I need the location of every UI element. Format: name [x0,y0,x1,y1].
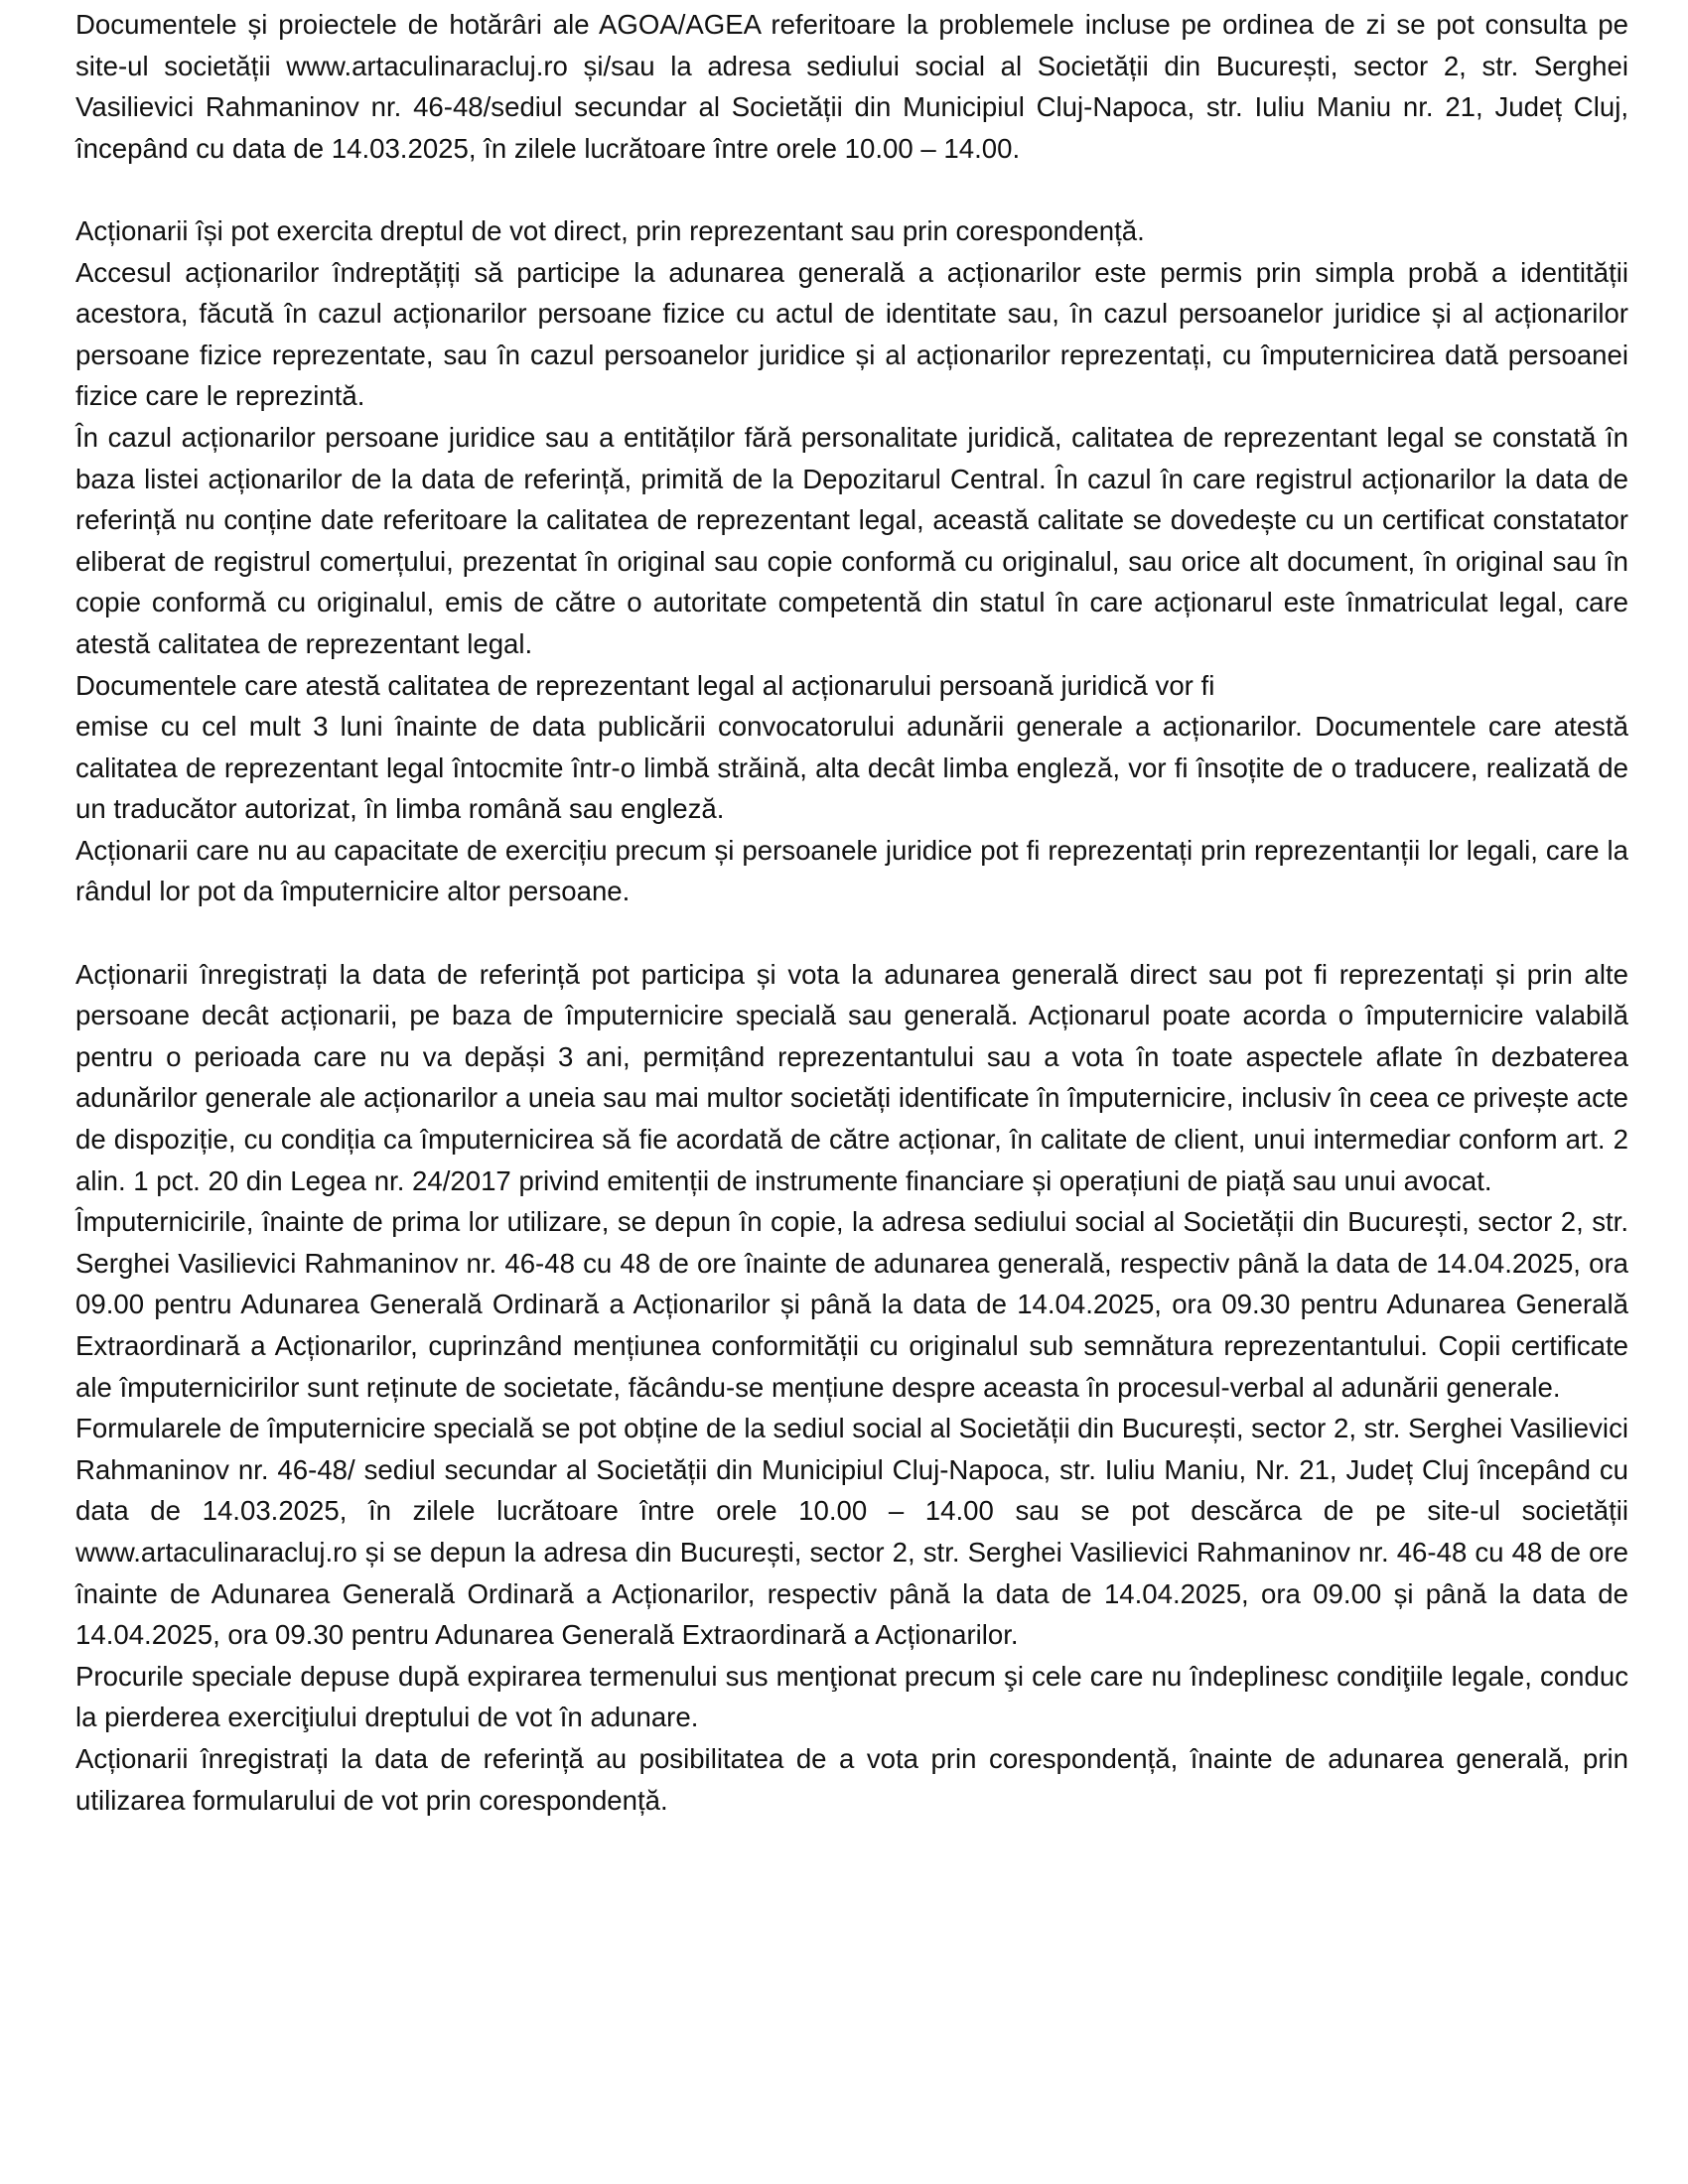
paragraph-documents-consultation: Documentele și proiectele de hotărâri ale AGOA/AGEA referitoare la problemele incluse pe ordinea de zi se pot consulta pe site-ul societății www.artaculinaracluj.ro și/sau la adresa sediului social al Societății din București, sector 2, str. Serghei Vasilievici Rahmaninov nr. 46-48/sediul secundar al Societății din Municipiul Cluj-Napoca, str. Iuliu Maniu nr. 21, Județ Cluj, începând cu data de 14.03.2025, în zilele lucrătoare între orele 10.00 – 14.00. [75,9,1628,164]
document-page [75,0,1628,1821]
paragraph-legal-incapacity: Acționarii care nu au capacitate de exercițiu precum și persoanele juridice pot fi reprezentați prin reprezentanții lor legali, care la rândul lor pot da împuternicire altor persoane. [75,834,1628,907]
paragraph-spacer [75,912,1628,954]
paragraph-voting-rights: Acționarii își pot exercita dreptul de vot direct, prin reprezentant sau prin corespondență. [75,214,1145,246]
paragraph-spacer [75,169,1628,210]
paragraph-power-of-attorney: Acționarii înregistrați la data de referință pot participa și vota la adunarea generală direct sau pot fi reprezentați și prin alte persoane decât acționarii, pe baza de împuternicire specială sau generală. Acționarul poate acorda o împuternicire valabilă pentru o perioada care nu va depăși 3 ani, permițând reprezentantului sau a vota în toate aspectele aflate în dezbaterea adunărilor generale ale acționarilor a uneia sau mai multor societăți identificate în împuternicire, inclusiv în ceea ce privește acte de dispoziție, cu condiția ca împuternicirea să fie acordată de către acționar, în calitate de client, unui intermediar conform art. 2 alin. 1 pct. 20 din Legea nr. 24/2017 privind emitenții de instrumente financiare și operațiuni de piață sau unui avocat. [75,958,1628,1196]
paragraph-attorney-submission: Împuternicirile, înainte de prima lor utilizare, se depun în copie, la adresa sediului social al Societății din București, sector 2, str. Serghei Vasilievici Rahmaninov nr. 46-48 cu 48 de ore înainte de adunarea generală, respectiv până la data de 14.04.2025, ora 09.00 pentru Adunarea Generală Ordinară a Acționarilor și până la data de 14.04.2025, ora 09.30 pentru Adunarea Generală Extraordinară a Acționarilor, cuprinzând mențiunea conformității cu originalul sub semnătura reprezentantului. Copii certificate ale împuternicirilor sunt reținute de societate, făcându-se mențiune despre aceasta în procesul-verbal al adunării generale. [75,1206,1628,1403]
paragraph-late-proxies: Procurile speciale depuse după expirarea termenului sus menţionat precum şi cele care nu îndeplinesc condiţiile legale, conduc la pierderea exerciţiului dreptului de vot în adunare. [75,1660,1628,1733]
paragraph-correspondence-vote: Acționarii înregistrați la data de referință au posibilitatea de a vota prin corespondență, înainte de adunarea generală, prin utilizarea formularului de vot prin corespondență. [75,1742,1628,1816]
paragraph-special-forms: Formularele de împuternicire specială se pot obține de la sediul social al Societății din București, sector 2, str. Serghei Vasilievici Rahmaninov nr. 46-48/ sediul secundar al Societății din Municipiul Cluj-Napoca, str. Iuliu Maniu, Nr. 21, Județ Cluj începând cu data de 14.03.2025, în zilele lucrătoare între orele 10.00 – 14.00 sau se pot descărca de pe site-ul societății www.artaculinaracluj.ro și se depun la adresa din București, sector 2, str. Serghei Vasilievici Rahmaninov nr. 46-48 cu 48 de ore înainte de Adunarea Generală Ordinară a Acționarilor, respectiv până la data de 14.04.2025, ora 09.00 și până la data de 14.04.2025, ora 09.30 pentru Adunarea Generală Extraordinară a Acționarilor. [75,1413,1628,1651]
paragraph-representative-documents: Documentele care atestă calitatea de reprezentant legal al acționarului persoană juridică vor fi [75,669,1215,701]
paragraph-documents-validity: emise cu cel mult 3 luni înainte de data publicării convocatorului adunării generale a acționarilor. Documentele care atestă calitatea de reprezentant legal întocmite într-o limbă străină, alta decât limba engleză, vor fi însoțite de o traducere, realizată de un traducător autorizat, în limba română sau engleză. [75,711,1628,825]
paragraph-legal-representative: În cazul acționarilor persoane juridice sau a entităților fără personalitate juridică, calitatea de reprezentant legal se constată în baza listei acționarilor de la data de referință, primită de la Depozitarul Central. În cazul în care registrul acționarilor la data de referință nu conține date referitoare la calitatea de reprezentant legal, această calitate se dovedește cu un certificat constatator eliberat de registrul comerțului, prezentat în original sau copie conformă cu originalul, sau orice alt document, în original sau în copie conformă cu originalul, emis de către o autoritate competentă din statul în care acționarul este înmatriculat legal, care atestă calitatea de reprezentant legal. [75,421,1628,659]
paragraph-access-identity: Accesul acționarilor îndreptățiți să participe la adunarea generală a acționarilor este permis prin simpla probă a identității acestora, făcută în cazul acționarilor persoane fizice cu actul de identitate sau, în cazul persoanelor juridice și al acționarilor persoane fizice reprezentate, sau în cazul persoanelor juridice și al acționarilor reprezentați, cu împuternicirea dată persoanei fizice care le reprezintă. [75,256,1628,412]
